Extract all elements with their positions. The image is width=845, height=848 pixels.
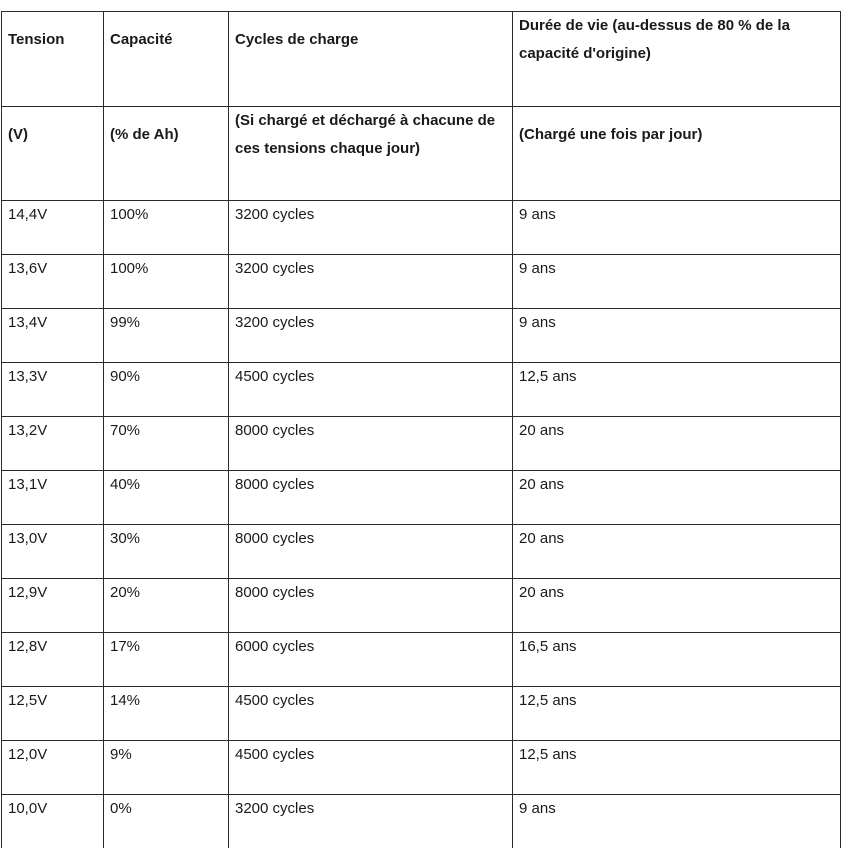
subheader-duree: (Chargé une fois par jour) — [513, 107, 841, 201]
cell-cycles: 8000 cycles — [229, 525, 513, 579]
cell-capacite: 40% — [104, 471, 229, 525]
cell-capacite: 9% — [104, 741, 229, 795]
header-cycles: Cycles de charge — [229, 12, 513, 107]
table-row — [2, 309, 841, 363]
cell-capacite: 100% — [104, 201, 229, 255]
cell-capacite: 99% — [104, 309, 229, 363]
cell-capacite: 70% — [104, 417, 229, 471]
table-row — [2, 633, 841, 687]
cell-duree: 20 ans — [513, 417, 841, 471]
cell-cycles: 4500 cycles — [229, 741, 513, 795]
cell-cycles: 3200 cycles — [229, 309, 513, 363]
header-tension: Tension — [2, 12, 104, 107]
cell-cycles: 3200 cycles — [229, 795, 513, 848]
cell-duree: 16,5 ans — [513, 633, 841, 687]
cell-tension: 13,3V — [2, 363, 104, 417]
cell-duree: 12,5 ans — [513, 741, 841, 795]
table-row — [2, 201, 841, 255]
cell-tension: 13,1V — [2, 471, 104, 525]
cell-cycles: 4500 cycles — [229, 687, 513, 741]
cell-cycles: 8000 cycles — [229, 471, 513, 525]
cell-cycles: 4500 cycles — [229, 363, 513, 417]
cell-capacite: 17% — [104, 633, 229, 687]
table-row — [2, 417, 841, 471]
table-row — [2, 363, 841, 417]
subheader-tension: (V) — [2, 107, 104, 201]
cell-tension: 10,0V — [2, 795, 104, 848]
cell-duree: 20 ans — [513, 579, 841, 633]
cell-cycles: 6000 cycles — [229, 633, 513, 687]
cell-tension: 14,4V — [2, 201, 104, 255]
subheader-capacite: (% de Ah) — [104, 107, 229, 201]
cell-duree: 9 ans — [513, 309, 841, 363]
cell-cycles: 3200 cycles — [229, 255, 513, 309]
cell-cycles: 8000 cycles — [229, 579, 513, 633]
cell-cycles: 3200 cycles — [229, 201, 513, 255]
header-duree: Durée de vie (au-dessus de 80 % de la capacité d'origine) — [513, 12, 841, 107]
cell-tension: 12,9V — [2, 579, 104, 633]
cell-duree: 9 ans — [513, 201, 841, 255]
table-row — [2, 687, 841, 741]
cell-tension: 12,8V — [2, 633, 104, 687]
cell-capacite: 20% — [104, 579, 229, 633]
cell-tension: 13,2V — [2, 417, 104, 471]
table-row — [2, 255, 841, 309]
cell-duree: 9 ans — [513, 795, 841, 848]
table-row — [2, 525, 841, 579]
table-row — [2, 579, 841, 633]
cell-tension: 12,5V — [2, 687, 104, 741]
table-row — [2, 471, 841, 525]
table-row — [2, 741, 841, 795]
cell-capacite: 100% — [104, 255, 229, 309]
cell-tension: 13,0V — [2, 525, 104, 579]
cell-duree: 20 ans — [513, 525, 841, 579]
cell-capacite: 90% — [104, 363, 229, 417]
header-capacite: Capacité — [104, 12, 229, 107]
cell-tension: 13,6V — [2, 255, 104, 309]
cell-duree: 12,5 ans — [513, 687, 841, 741]
battery-voltage-table — [1, 11, 841, 848]
cell-cycles: 8000 cycles — [229, 417, 513, 471]
cell-capacite: 14% — [104, 687, 229, 741]
subheader-cycles: (Si chargé et déchargé à chacune de ces tensions chaque jour) — [229, 107, 513, 201]
table-subheader-row — [2, 107, 841, 201]
cell-capacite: 30% — [104, 525, 229, 579]
cell-duree: 20 ans — [513, 471, 841, 525]
cell-duree: 9 ans — [513, 255, 841, 309]
cell-tension: 13,4V — [2, 309, 104, 363]
cell-tension: 12,0V — [2, 741, 104, 795]
cell-capacite: 0% — [104, 795, 229, 848]
table-header-row — [2, 12, 841, 107]
cell-duree: 12,5 ans — [513, 363, 841, 417]
